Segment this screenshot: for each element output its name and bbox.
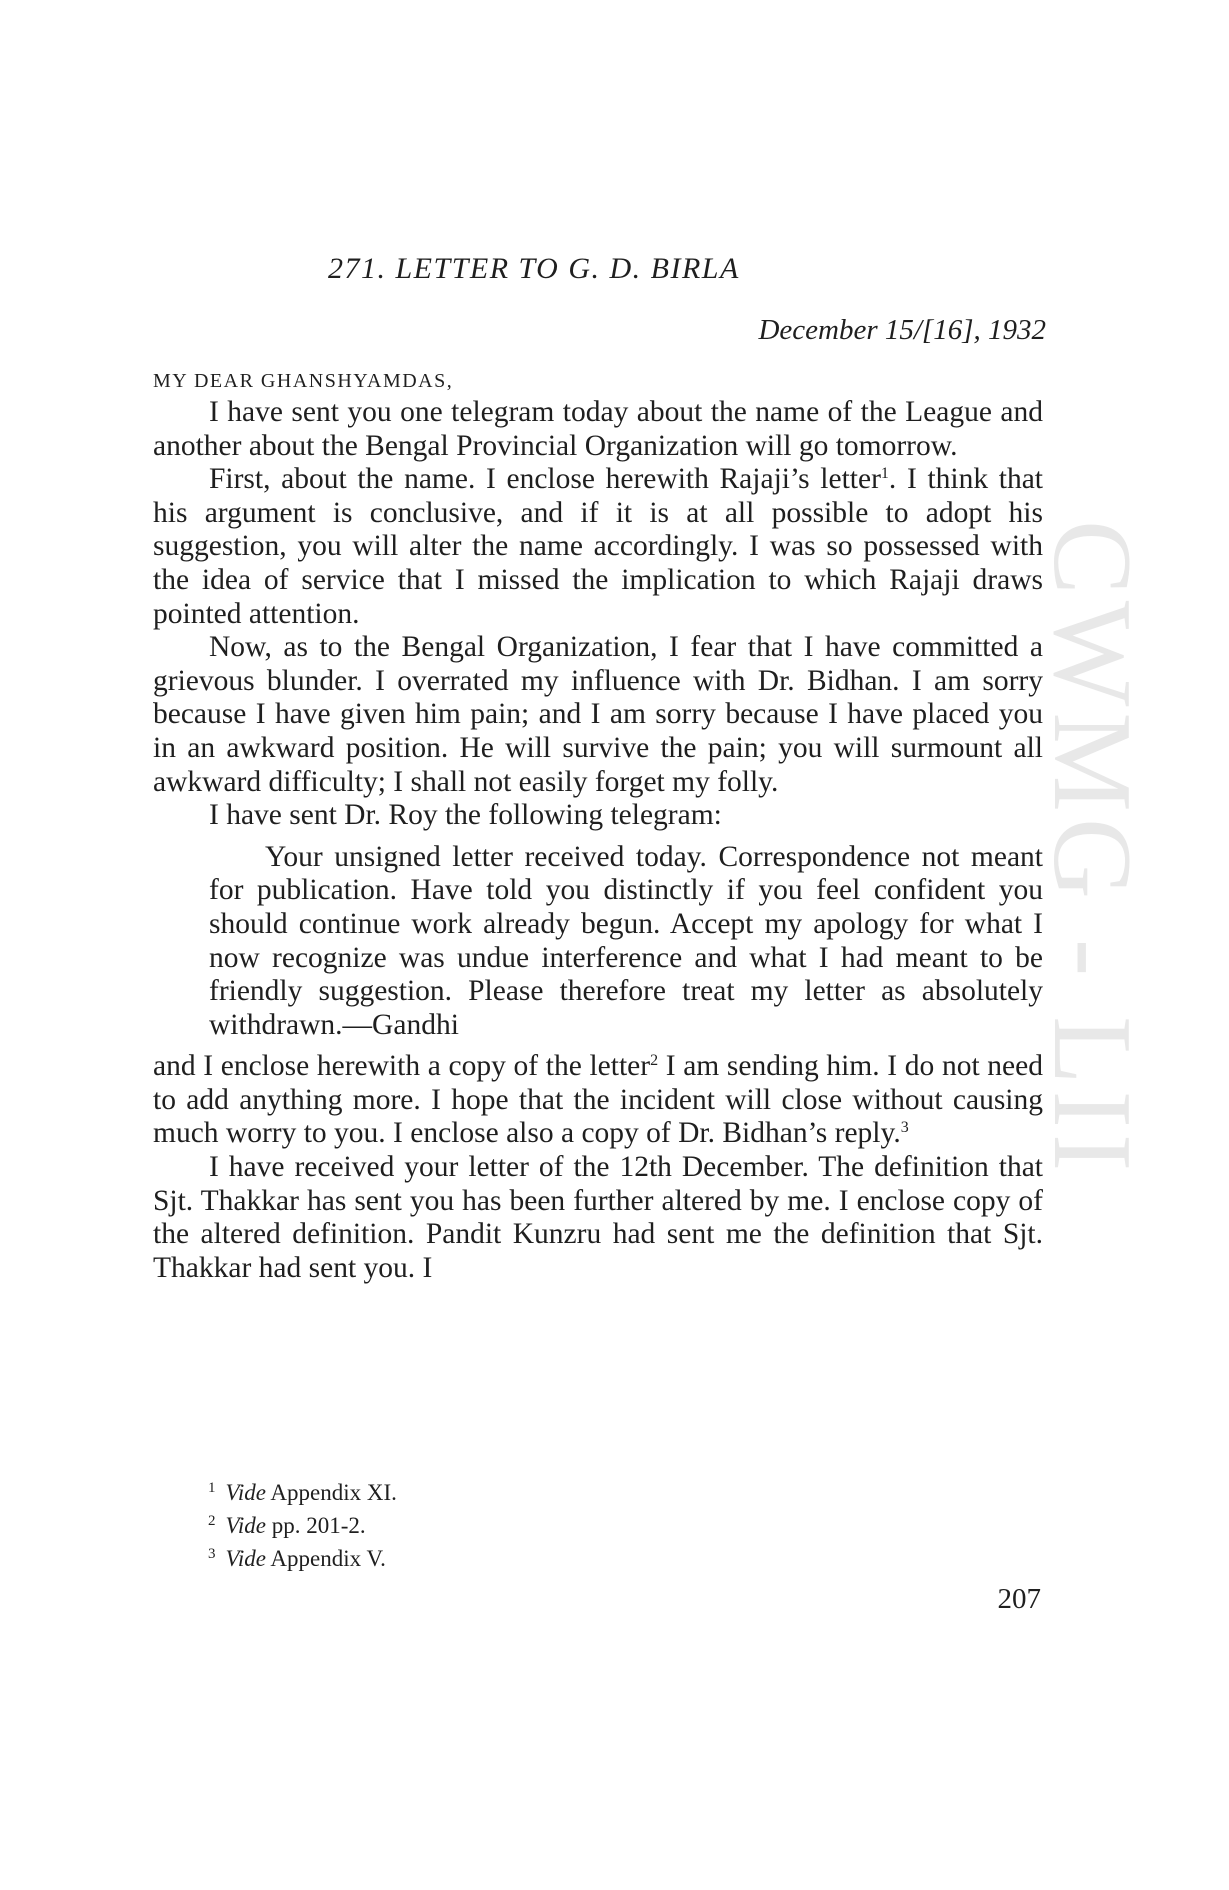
telegram-quote (209, 841, 1043, 1043)
paragraph-5-text-a: and I enclose herewith a copy of the letter (153, 1050, 651, 1083)
footnote-text: pp. 201-2. (265, 1513, 366, 1538)
footnote-number: 2 (208, 1513, 216, 1529)
paragraph-6 (153, 1151, 1043, 1285)
paragraph-2-text-b: . I think that his argument is conclusive, and if it is at all possible to adopt his suggestion, you will alter the name accordingly. I was so possessed with the idea of service that I missed the implication to which Rajaji draws pointed attention. (153, 463, 1043, 630)
footnote-ref-2: 2 (650, 1052, 659, 1070)
footnote-vide: Vide (225, 1546, 266, 1571)
footnote-vide: Vide (225, 1513, 266, 1538)
paragraph-4 (153, 799, 1043, 833)
paragraph-2 (153, 463, 1043, 631)
letter-title: 271. LETTER TO G. D. BIRLA (328, 252, 740, 285)
letter-body (153, 396, 1043, 1285)
footnote-text: Appendix XI. (265, 1480, 397, 1505)
paragraph-1 (153, 396, 1043, 463)
footnote-3 (208, 1540, 397, 1573)
footnote-number: 3 (208, 1546, 216, 1562)
footnote-text: Appendix V. (265, 1546, 386, 1571)
paragraph-6-text: I have received your letter of the 12th December. The definition that Sjt. Thakkar has sent you has been further altered by me. I enclose copy of the altered definition. Pandit Kunzru had sent me the definition that Sjt. Thakkar had sent you. I (153, 1151, 1043, 1284)
footnotes (208, 1474, 397, 1573)
paragraph-3 (153, 631, 1043, 799)
paragraph-3-text: Now, as to the Bengal Organization, I fear that I have committed a grievous blunder. I overrated my influence with Dr. Bidhan. I am sorry because I have given him pain; and I am sorry because I have placed you in an awkward position. He will survive the pain; you will surmount all awkward difficulty; I shall not easily forget my folly. (153, 631, 1043, 798)
page-number: 207 (997, 1583, 1041, 1615)
paragraph-5 (153, 1050, 1043, 1151)
salutation: MY DEAR GHANSHYAMDAS, (153, 370, 454, 392)
paragraph-2-text-a: First, about the name. I enclose herewith Rajaji’s letter (209, 463, 881, 496)
telegram-text: Your unsigned letter received today. Correspondence not meant for publication. Have told you distinctly if you feel confident you should continue work already begun. Accept my apology for what I now recognize was undue interference and what I had meant to be friendly suggestion. Please therefore treat my letter as absolutely withdrawn.—Gandhi (209, 840, 1043, 1041)
watermark-text: CWMG - LII (1030, 520, 1154, 1178)
footnote-ref-3: 3 (900, 1119, 909, 1137)
paragraph-1-text: I have sent you one telegram today about the name of the League and another about the Bengal Provincial Organization will go tomorrow. (153, 396, 1043, 462)
footnote-ref-1: 1 (880, 465, 889, 483)
footnote-number: 1 (208, 1480, 216, 1496)
footnote-2 (208, 1507, 397, 1540)
footnote-1 (208, 1474, 397, 1507)
paragraph-5-text-b: I am sending him. I do not need to add anything more. I hope that the incident will close without causing much worry to you. I enclose also a copy of Dr. Bidhan’s reply. (153, 1050, 1043, 1150)
footnote-vide: Vide (225, 1480, 266, 1505)
letter-date: December 15/[16], 1932 (758, 314, 1046, 346)
paragraph-4-text: I have sent Dr. Roy the following telegram: (209, 799, 722, 832)
